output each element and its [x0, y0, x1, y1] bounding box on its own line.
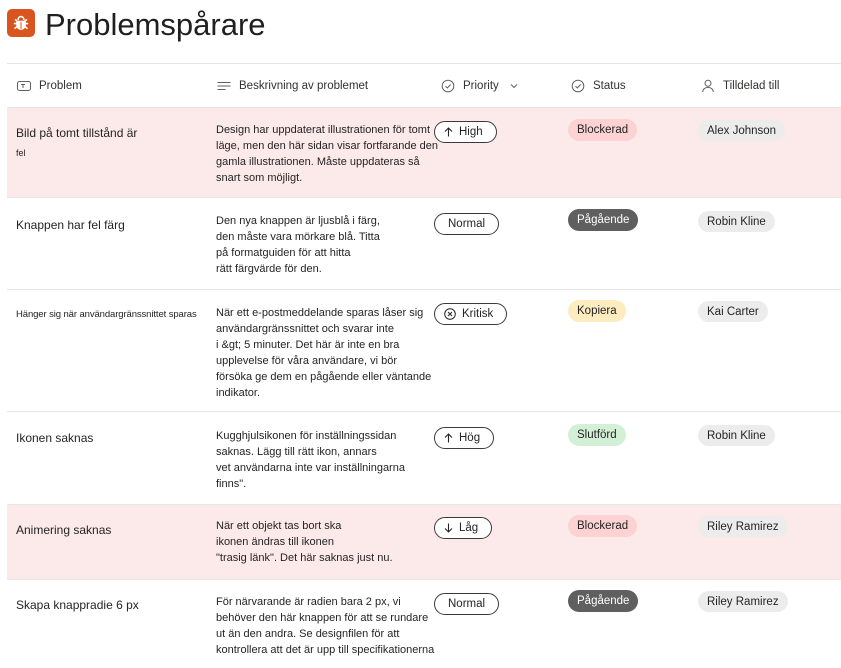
page-title: Problemspårare: [45, 7, 266, 42]
description-line: försöka ge dem en pågående eller väntande: [216, 371, 432, 383]
priority-cell: [434, 213, 499, 235]
priority-label: High: [459, 126, 483, 138]
priority-label: Hög: [459, 432, 481, 444]
problem-cell: [16, 520, 208, 540]
priority-label: Normal: [448, 598, 486, 610]
status-label: Pågående: [577, 595, 630, 607]
status-cell: [568, 515, 637, 537]
description-line: När ett objekt tas bort ska: [216, 520, 342, 532]
description-line: rätt färgvärde för den.: [216, 263, 322, 275]
table-row[interactable]: [7, 505, 841, 580]
priority-pill[interactable]: [434, 427, 494, 449]
priority-cell: [434, 121, 497, 143]
status-cell: [568, 300, 626, 322]
assignee-pill[interactable]: Robin Kline: [698, 211, 775, 232]
problem-title[interactable]: Animering saknas: [16, 523, 112, 537]
table-row[interactable]: [7, 198, 841, 290]
assignee-pill[interactable]: Kai Carter: [698, 301, 768, 322]
description-line: Design har uppdaterat illustrationen för tomt: [216, 124, 431, 136]
description-line: "trasig länk". Det här saknas just nu.: [216, 552, 393, 564]
problem-title[interactable]: Skapa knappradie 6 px: [16, 598, 139, 612]
issue-table: [7, 63, 841, 668]
assignee-pill[interactable]: Robin Kline: [698, 425, 775, 446]
table-row[interactable]: [7, 580, 841, 668]
description-cell: [216, 428, 405, 492]
problem-cell: [16, 215, 208, 235]
column-label: Tilldelad till: [723, 79, 780, 92]
person-icon: [701, 79, 715, 93]
status-pill[interactable]: [568, 424, 626, 446]
status-cell: [568, 424, 626, 446]
description-line: Den nya knappen är ljusblå i färg,: [216, 215, 380, 227]
assigned-cell: [698, 120, 785, 141]
problem-title[interactable]: Bild på tomt tillstånd är: [16, 126, 138, 140]
arrow-up-icon: [444, 127, 453, 137]
priority-pill[interactable]: [434, 213, 499, 235]
status-label: Slutförd: [577, 429, 617, 441]
description-line: kontrollera att det är upp till specifikationerna: [216, 644, 435, 656]
text-field-icon: [17, 79, 31, 93]
description-line: läge, men den här sidan visar fortfarande den: [216, 140, 438, 152]
assigned-cell: [698, 425, 775, 446]
priority-pill[interactable]: [434, 303, 507, 325]
problem-title[interactable]: Ikonen saknas: [16, 431, 94, 445]
status-label: Blockerad: [577, 520, 629, 532]
description-line: på formatguiden för att hitta: [216, 247, 351, 259]
table-row[interactable]: [7, 412, 841, 505]
description-cell: [216, 305, 431, 401]
description-line: indikator.: [216, 387, 261, 399]
problem-cell: [16, 595, 208, 615]
description-cell: [216, 594, 434, 658]
column-label: Beskrivning av problemet: [239, 79, 369, 92]
status-cell: [568, 119, 637, 141]
column-header-assigned[interactable]: [701, 64, 779, 107]
bug-icon: [7, 9, 35, 37]
column-header-priority[interactable]: [441, 64, 518, 107]
table-row[interactable]: [7, 108, 841, 198]
check-circle-icon: [571, 79, 585, 93]
column-label: Problem: [39, 79, 82, 92]
assignee-pill[interactable]: Riley Ramirez: [698, 591, 788, 612]
assigned-cell: [698, 301, 768, 322]
problem-title[interactable]: fel: [16, 148, 26, 158]
chevron-down-icon[interactable]: [510, 83, 518, 89]
app-header: [7, 7, 266, 42]
priority-cell: [434, 427, 494, 449]
description-line: För närvarande är radien bara 2 px, vi: [216, 596, 401, 608]
status-cell: [568, 209, 638, 231]
description-line: finns".: [216, 478, 247, 490]
description-line: snart som möjligt.: [216, 172, 303, 184]
status-label: Kopiera: [577, 305, 617, 317]
column-label: Status: [593, 79, 626, 92]
column-header-status[interactable]: [571, 64, 626, 107]
description-line: upplevelse för våra användare, vi bör: [216, 355, 397, 367]
priority-cell: [434, 593, 499, 615]
problem-title[interactable]: Knappen har fel färg: [16, 218, 125, 232]
priority-label: Kritisk: [462, 308, 494, 320]
description-line: den måste vara mörkare blå. Titta: [216, 231, 380, 243]
description-cell: [216, 518, 393, 566]
status-pill[interactable]: [568, 119, 637, 141]
status-label: Blockerad: [577, 124, 629, 136]
check-circle-icon: [441, 79, 455, 93]
table-body: [7, 108, 841, 668]
priority-pill[interactable]: [434, 593, 499, 615]
description-line: i &gt; 5 minuter. Det här är inte en bra: [216, 339, 400, 351]
priority-cell: [434, 303, 507, 325]
priority-pill[interactable]: [434, 121, 497, 143]
description-line: användargränssnittet och svarar inte: [216, 323, 394, 335]
assignee-pill[interactable]: Riley Ramirez: [698, 516, 788, 537]
description-line: saknas. Lägg till rätt ikon, annars: [216, 446, 377, 458]
status-pill[interactable]: [568, 300, 626, 322]
priority-pill[interactable]: [434, 517, 492, 539]
status-label: Pågående: [577, 214, 630, 226]
description-cell: [216, 213, 380, 277]
status-pill[interactable]: [568, 590, 638, 612]
problem-cell: [16, 305, 208, 325]
status-pill[interactable]: [568, 209, 638, 231]
priority-label: Normal: [448, 218, 486, 230]
status-pill[interactable]: [568, 515, 637, 537]
priority-label: Låg: [459, 522, 479, 534]
arrow-down-icon: [444, 523, 453, 533]
description-line: gamla illustrationen. Måste uppdateras så: [216, 156, 420, 168]
table-row[interactable]: [7, 290, 841, 412]
dismiss-circle-icon: [444, 308, 456, 320]
assignee-pill[interactable]: Alex Johnson: [698, 120, 785, 141]
priority-cell: [434, 517, 492, 539]
assigned-cell: [698, 516, 788, 537]
description-line: ikonen ändras till ikonen: [216, 536, 335, 548]
column-label: Priority: [463, 79, 499, 92]
text-align-left-icon: [217, 79, 231, 93]
arrow-up-icon: [444, 433, 453, 443]
description-line: När ett e-postmeddelande sparas låser sig: [216, 307, 424, 319]
status-cell: [568, 590, 638, 612]
problem-cell: [16, 123, 208, 163]
description-cell: [216, 122, 438, 186]
description-line: ut än den andra. Se designfilen för att: [216, 628, 400, 640]
description-line: behöver den här knappen för att se rundare: [216, 612, 429, 624]
table-header: [7, 63, 841, 108]
description-line: Kugghjulsikonen för inställningssidan: [216, 430, 397, 442]
description-line: vet användarna inte var inställningarna: [216, 462, 405, 474]
problem-title[interactable]: Hänger sig när användargränssnittet sparas: [16, 309, 197, 320]
assigned-cell: [698, 591, 788, 612]
column-header-problem[interactable]: [17, 64, 82, 107]
problem-cell: [16, 428, 208, 448]
assigned-cell: [698, 211, 775, 232]
column-header-description[interactable]: [217, 64, 368, 107]
